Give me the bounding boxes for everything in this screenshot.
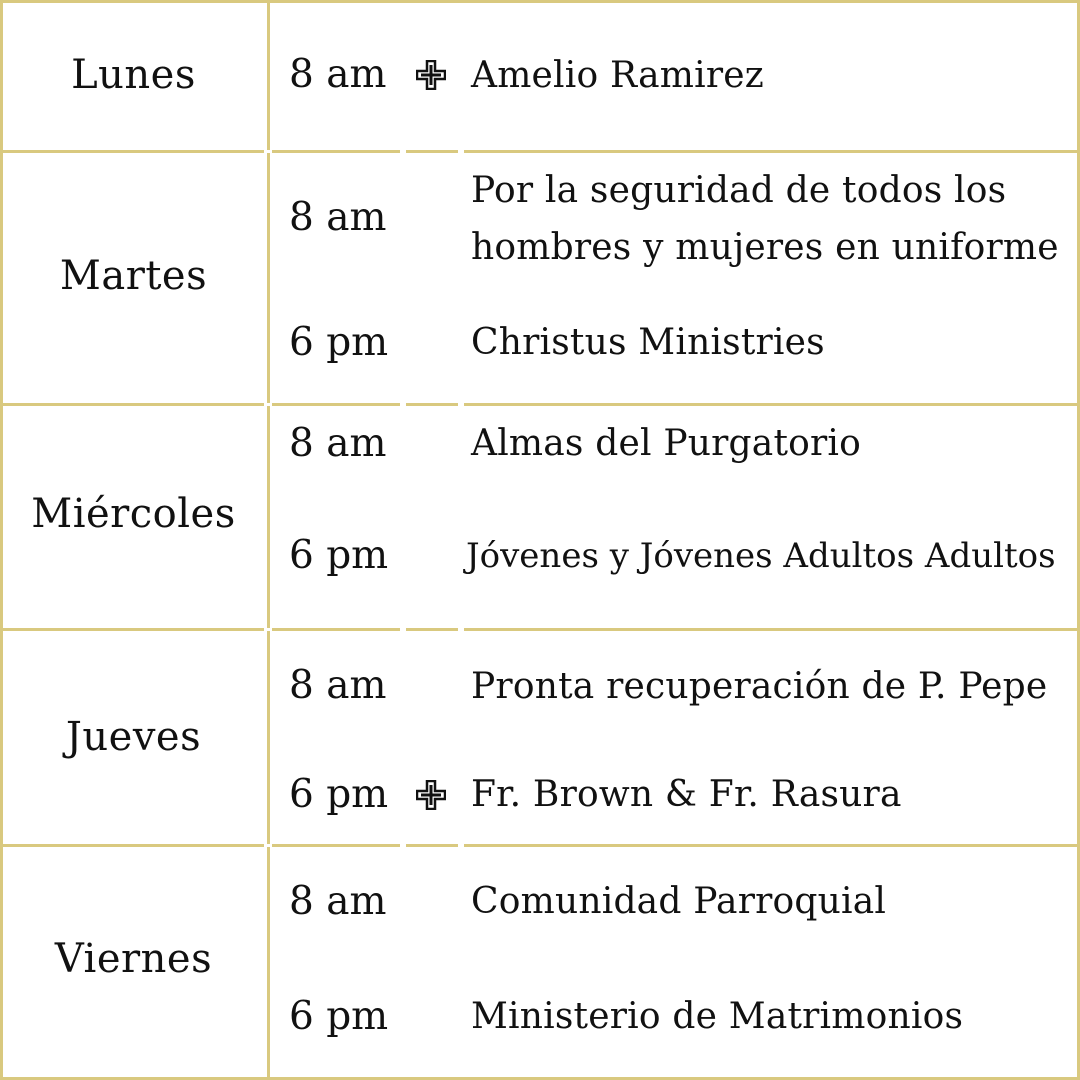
mass-intention: Jóvenes y Jóvenes Adultos Adultos <box>466 536 1056 576</box>
mass-intention-line: Por la seguridad de todos los <box>471 170 1007 211</box>
row-divider <box>0 628 1080 631</box>
mass-intention: Ministerio de Matrimonios <box>471 996 964 1037</box>
day-label-jueves: Jueves <box>65 714 202 760</box>
mass-time: 8 am <box>289 879 387 924</box>
mass-intention: Christus Ministries <box>471 322 825 363</box>
mass-intention-line: hombres y mujeres en uniforme <box>471 227 1059 268</box>
mass-time: 6 pm <box>289 533 389 578</box>
cross-icon <box>416 60 446 90</box>
row-divider <box>0 403 1080 406</box>
day-label-viernes: Viernes <box>54 936 213 982</box>
mass-time: 6 pm <box>289 320 389 365</box>
mass-intention: Fr. Brown & Fr. Rasura <box>471 774 902 815</box>
day-label-lunes: Lunes <box>71 52 196 98</box>
mass-time: 6 pm <box>289 772 389 817</box>
day-label-martes: Martes <box>59 253 208 299</box>
column-divider <box>267 0 270 1080</box>
mass-intention: Pronta recuperación de P. Pepe <box>471 666 1048 707</box>
row-divider <box>0 150 1080 153</box>
day-label-miercoles: Miércoles <box>31 491 236 537</box>
mass-time: 6 pm <box>289 994 389 1039</box>
mass-time: 8 am <box>289 52 387 97</box>
mass-intention: Comunidad Parroquial <box>471 881 887 922</box>
mass-time: 8 am <box>289 663 387 708</box>
mass-intention: Amelio Ramirez <box>471 55 764 96</box>
mass-time: 8 am <box>289 195 387 240</box>
mass-time: 8 am <box>289 421 387 466</box>
cross-icon <box>416 780 446 810</box>
row-divider <box>0 844 1080 847</box>
mass-intention: Almas del Purgatorio <box>471 423 861 464</box>
